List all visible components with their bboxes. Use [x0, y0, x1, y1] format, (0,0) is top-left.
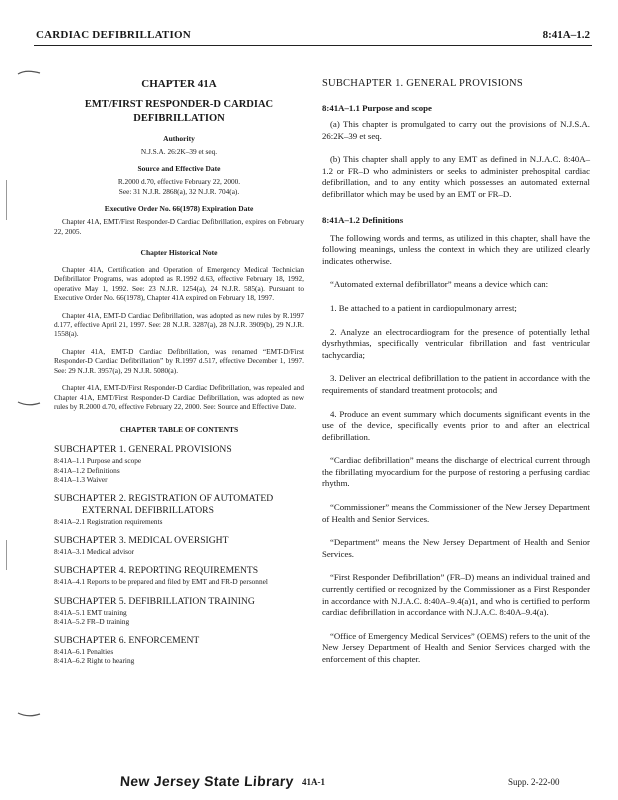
section-paragraph: (a) This chapter is promulgated to carry out the provisions of N.J.S.A. 26:2K–39 et seq. — [322, 119, 590, 141]
definition-list-item: 3. Deliver an electrical defibrillation to the patient in accordance with the requirements of standard treatment protocols; and — [322, 373, 590, 395]
definition-list-item: 4. Produce an event summary which documents significant events in the use of the device, specifically events prior to and after an electrical defibrillation. — [322, 408, 590, 442]
punch-mark — [16, 708, 42, 720]
header-rule — [34, 45, 592, 46]
exec-order-text: Chapter 41A, EMT/First Responder-D Cardiac Defibrillation, expires on February 22, 2005. — [54, 217, 304, 236]
section-paragraph: (b) This chapter shall apply to any EMT as defined in N.J.A.C. 8:40A–1.2 or FR–D who administers or seeks to administer prehospital cardiac defibrillation, and to any entity which possesses an automated external defibrillator which may be used by an EMT or FR–D. — [322, 154, 590, 199]
history-paragraph: Chapter 41A, Certification and Operation of Emergency Medical Technician Defibrillator Programs, was adopted as R.1992 d.63, effective February 18, 1992, operative May 1, 1992. See: 23 N.J.R. 1254(a), 24 N.J.R. 585(a). Pursuant to Executive Order No. 66(1978), Chapter 41A expired on February 18, 1997. — [54, 265, 304, 303]
toc-entry: 8:41A–2.1 Registration requirements — [54, 516, 163, 526]
definition-aed: “Automated external defibrillator” means a device which can: — [330, 279, 549, 290]
toc-subchapter — [54, 535, 304, 556]
page-number: 41A-1 — [302, 777, 325, 787]
toc-entry: 8:41A–6.2 Right to hearing — [54, 656, 135, 666]
right-column — [322, 78, 590, 678]
subchapter-heading: SUBCHAPTER 1. GENERAL PROVISIONS — [322, 78, 523, 89]
toc-subchapter — [54, 635, 304, 665]
toc-subchapter-heading: SUBCHAPTER 1. GENERAL PROVISIONS — [54, 444, 232, 456]
toc-subchapter — [54, 596, 304, 626]
library-stamp: New Jersey State Library — [119, 773, 295, 789]
definition-oems: “Office of Emergency Medical Services” (OEMS) refers to the unit of the New Jersey Department of Health and Senior Services charged with the enforcement of this chapter. — [322, 630, 590, 664]
definition-commissioner: “Commissioner” means the Commissioner of the New Jersey Department of Health and Senior Services. — [322, 502, 590, 524]
history-heading: Chapter Historical Note — [140, 248, 218, 258]
chapter-title: EMT/FIRST RESPONDER-D CARDIAC DEFIBRILLATION — [84, 99, 274, 124]
punch-mark — [16, 397, 42, 409]
supplement-date: Supp. 2-22-00 — [508, 777, 560, 787]
authority-heading: Authority — [163, 134, 195, 143]
punch-mark — [16, 66, 42, 78]
toc-entry: 8:41A–3.1 Medical advisor — [54, 547, 135, 557]
definition-list-item: 1. Be attached to a patient in cardiopulmonary arrest; — [330, 302, 517, 313]
section-heading-definitions: 8:41A–1.2 Definitions — [322, 214, 404, 225]
toc-subchapter — [54, 565, 304, 586]
section-heading-purpose: 8:41A–1.1 Purpose and scope — [322, 103, 432, 113]
source-heading: Source and Effective Date — [137, 164, 221, 174]
toc-entry: 8:41A–5.2 FR–D training — [54, 616, 130, 626]
toc-subchapter-heading: SUBCHAPTER 4. REPORTING REQUIREMENTS — [54, 565, 259, 577]
definitions-intro: The following words and terms, as utilized in this chapter, shall have the following meanings, unless the context in which they are utilized clearly indicates otherwise. — [322, 232, 590, 266]
source-text-1: R.2000 d.70, effective February 22, 2000. — [117, 177, 241, 187]
definition-cardiac: “Cardiac defibrillation” means the discharge of electrical current through the fibrillating myocardium for the purpose of restoring a perfusing cardiac rhythm. — [322, 455, 590, 489]
scan-edge-mark — [6, 180, 7, 220]
toc-subchapter-heading: SUBCHAPTER 3. MEDICAL OVERSIGHT — [54, 535, 229, 547]
definition-department: “Department” means the New Jersey Department of Health and Senior Services. — [322, 537, 590, 559]
toc-heading: CHAPTER TABLE OF CONTENTS — [119, 425, 239, 435]
toc-entry: 8:41A–1.3 Waiver — [54, 474, 108, 484]
source-text-2: See: 31 N.J.R. 2868(a), 32 N.J.R. 704(a). — [118, 186, 240, 196]
toc-entry: 8:41A–6.1 Penalties — [54, 646, 114, 656]
history-paragraph: Chapter 41A, EMT-D/First Responder-D Cardiac Defibrillation, was repealed and Chapter 41A, EMT/First Responder-D Cardiac Defibrillation, was adopted as new rules by R.2000 d.70, effective February 22, 2000. See: Source and Effective Date. — [54, 383, 304, 411]
toc-subchapter — [54, 493, 304, 526]
toc-entry: 8:41A–1.2 Definitions — [54, 465, 120, 475]
toc-entry: 8:41A–5.1 EMT training — [54, 607, 127, 617]
running-header-title: CARDIAC DEFIBRILLATION — [36, 29, 191, 41]
exec-order-heading: Executive Order No. 66(1978) Expiration Date — [104, 204, 254, 214]
running-header-section: 8:41A–1.2 — [542, 29, 590, 41]
history-paragraph: Chapter 41A, EMT-D Cardiac Defibrillation, was adopted as new rules by R.1997 d.177, effective April 21, 1997. See: 28 N.J.R. 3287(a), 28 N.J.R. 3909(b), 29 N.J.R. 1558(a). — [54, 310, 304, 339]
toc-entry: 8:41A–4.1 Reports to be prepared and filed by EMT and FR-D personnel — [54, 577, 268, 587]
history-paragraph: Chapter 41A, EMT-D Cardiac Defibrillation, was renamed “EMT-D/First Responder-D Cardiac Defibrillation” by R.1997 d.517, effective December 1, 1997. See: 29 N.J.R. 3957(a), 29 N.J.R. 5080(a). — [54, 346, 304, 375]
toc-entry: 8:41A–1.1 Purpose and scope — [54, 456, 142, 466]
toc-subchapter — [54, 444, 304, 484]
toc-subchapter-heading-cont: EXTERNAL DEFIBRILLATORS — [82, 504, 214, 516]
chapter-number: CHAPTER 41A — [141, 78, 217, 90]
toc-subchapter-heading: SUBCHAPTER 2. REGISTRATION OF AUTOMATED — [54, 492, 274, 504]
scan-edge-mark — [6, 540, 7, 570]
authority-text: N.J.S.A. 26:2K–39 et seq. — [140, 147, 218, 156]
definition-list-item: 2. Analyze an electrocardiogram for the presence of potentially lethal dysrhythmias, specifically ventricular fibrillation and fast ventricular tachycardia; — [322, 326, 590, 360]
definition-frd: “First Responder Defibrillation” (FR–D) means an individual trained and currently certified or recognized by the Commissioner as a First Responder in accordance with N.J.A.C. 8:40A–9.4(a)1, and who is certified to perform cardiac defibrillation in accordance with N.J.A.C. 8:40A–9.4(a). — [322, 572, 590, 618]
toc-subchapter-heading: SUBCHAPTER 6. ENFORCEMENT — [54, 634, 200, 646]
left-column — [54, 78, 304, 674]
toc-subchapter-heading: SUBCHAPTER 5. DEFIBRILLATION TRAINING — [54, 595, 255, 607]
